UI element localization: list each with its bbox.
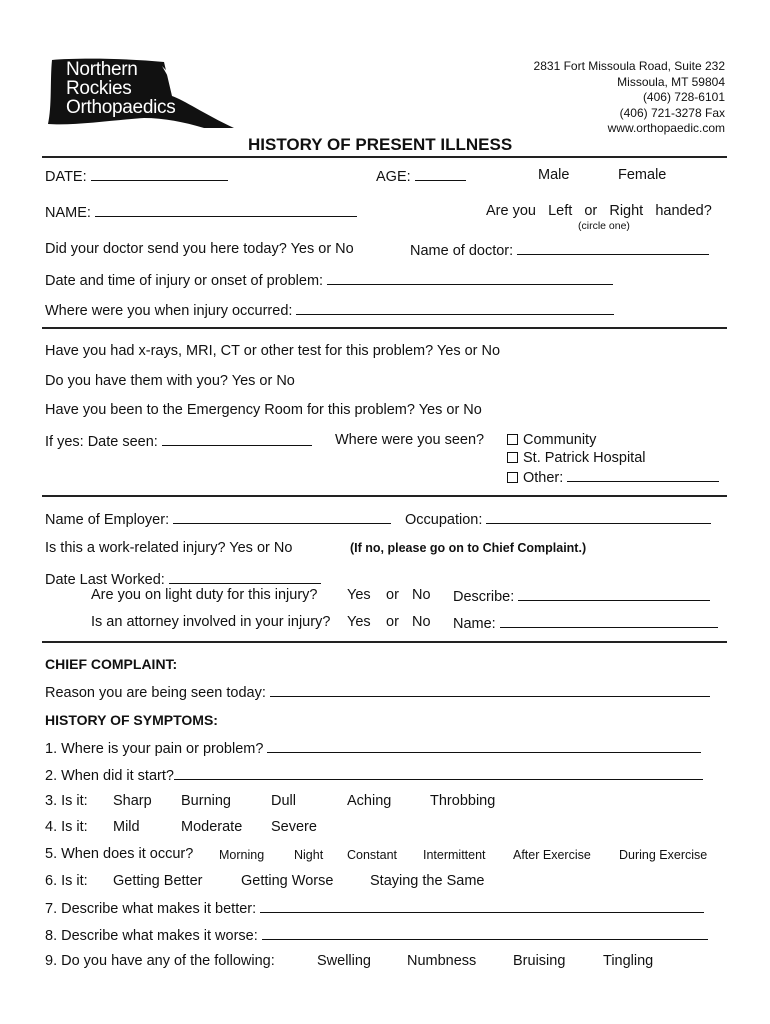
handed-or: or [584,203,598,219]
q5-label: 5. When does it occur? [45,846,194,862]
q9-option[interactable]: Bruising [513,953,566,969]
attorney-yes[interactable]: Yes [347,614,371,630]
describe-field[interactable] [518,587,710,601]
q5-option[interactable]: Night [294,848,324,862]
clinic-address [534,59,725,137]
female-option[interactable]: Female [618,167,667,183]
injury-date-row [45,271,613,289]
address-fax: (406) 721-3278 Fax [619,105,725,120]
q4-option[interactable]: Severe [271,819,317,835]
attorney-question: Is an attorney involved in your injury? [91,614,331,630]
handed-question: Are you [486,203,536,219]
date-last-worked-label: Date Last Worked: [45,572,165,588]
st-patrick-label: St. Patrick Hospital [523,450,646,466]
doctor-name-field[interactable] [517,241,709,255]
logo-line-1: Northern [66,59,138,80]
date-seen-field[interactable] [162,432,312,446]
reason-row [45,683,710,701]
employer-row [45,510,391,528]
q2-row [45,766,703,784]
page-title: HISTORY OF PRESENT ILLNESS [248,135,513,154]
logo [44,56,236,134]
q4-option[interactable]: Mild [113,819,140,835]
injury-location-label: Where were you when injury occurred: [45,303,293,319]
q5-option[interactable]: Intermittent [423,848,486,862]
q7-field[interactable] [260,899,704,913]
q5-option[interactable]: After Exercise [513,848,591,862]
q6-option[interactable]: Getting Better [113,873,203,889]
date-last-worked-field[interactable] [169,570,321,584]
er-question: Have you been to the Emergency Room for this problem? Yes or No [45,402,482,418]
handedness-row [486,203,712,219]
attorney-or: or [386,614,399,630]
have-tests-question: Do you have them with you? Yes or No [45,373,295,389]
male-option[interactable]: Male [538,167,570,183]
describe-row [453,587,710,605]
attorney-name-label: Name: [453,616,496,632]
doctor-name-row [410,241,709,259]
divider [42,495,727,497]
address-city: Missoula, MT 59804 [617,74,725,89]
light-duty-question: Are you on light duty for this injury? [91,587,318,603]
q7-label: 7. Describe what makes it better: [45,901,257,917]
q3-option[interactable]: Dull [271,793,296,809]
occupation-row [405,510,711,528]
employer-field[interactable] [173,510,391,524]
q9-label: 9. Do you have any of the following: [45,953,275,969]
address-web: www.orthopaedic.com [607,121,725,135]
reason-label: Reason you are being seen today: [45,685,266,701]
injury-date-field[interactable] [327,271,613,285]
light-duty-or: or [386,587,399,603]
where-seen-label: Where were you seen? [335,432,485,448]
divider [42,156,727,158]
address-street: 2831 Fort Missoula Road, Suite 232 [533,59,725,73]
q6-option[interactable]: Staying the Same [370,873,485,889]
checkbox-icon[interactable] [507,452,518,463]
other-label: Other: [523,470,564,486]
community-label: Community [523,432,597,448]
q5-option[interactable]: Constant [347,848,398,862]
community-checkbox-row[interactable] [507,432,596,448]
date-last-worked-row [45,570,321,588]
attorney-no[interactable]: No [412,614,431,630]
q4-option[interactable]: Moderate [181,819,243,835]
divider [42,327,727,329]
q7-row [45,899,704,917]
q1-field[interactable] [267,739,701,753]
address-phone: (406) 728-6101 [642,90,725,104]
q1-row [45,739,701,757]
q5-option[interactable]: During Exercise [619,848,708,862]
injury-date-label: Date and time of injury or onset of problem: [45,273,324,289]
describe-label: Describe: [453,589,515,605]
left-option[interactable]: Left [548,203,573,219]
q8-row [45,926,708,944]
q9-option[interactable]: Tingling [603,953,654,969]
q3-option[interactable]: Burning [181,793,231,809]
checkbox-icon[interactable] [507,472,518,483]
divider [42,641,727,643]
age-row [376,167,466,185]
attorney-name-field[interactable] [500,614,718,628]
checkbox-icon[interactable] [507,434,518,445]
q5-option[interactable]: Morning [219,848,265,862]
doctor-name-label: Name of doctor: [410,243,514,259]
chief-complaint-heading: CHIEF COMPLAINT: [45,656,178,672]
xray-question: Have you had x-rays, MRI, CT or other test for this problem? Yes or No [45,343,501,359]
right-option[interactable]: Right [609,203,644,219]
date-field[interactable] [91,167,228,181]
date-label: DATE: [45,169,87,185]
q3-option[interactable]: Aching [347,793,392,809]
q2-label: 2. When did it start? [45,768,174,784]
date-seen-row [45,432,312,450]
q9-option[interactable]: Numbness [407,953,477,969]
occupation-label: Occupation: [405,512,483,528]
q6-label: 6. Is it: [45,873,88,889]
name-label: NAME: [45,205,91,221]
occupation-field[interactable] [486,510,711,524]
light-duty-yes[interactable]: Yes [347,587,371,603]
q2-field[interactable] [174,766,703,780]
q8-field[interactable] [262,926,708,940]
work-related-question: Is this a work-related injury? Yes or No [45,540,293,556]
handed-label: handed? [655,203,712,219]
age-label: AGE: [376,169,411,185]
age-field[interactable] [415,167,466,181]
q9-option[interactable]: Swelling [317,953,371,969]
q3-option[interactable]: Sharp [113,793,152,809]
injury-location-row [45,301,614,319]
q6-option[interactable]: Getting Worse [241,873,334,889]
attorney-name-row [453,614,718,632]
other-field[interactable] [567,468,719,482]
other-checkbox-row[interactable] [507,468,719,486]
logo-line-2: Rockies [66,78,132,99]
doctor-send-question: Did your doctor send you here today? Yes or No [45,241,354,257]
name-field[interactable] [95,203,357,217]
employer-label: Name of Employer: [45,512,170,528]
q1-label: 1. Where is your pain or problem? [45,741,264,757]
date-row [45,167,228,185]
circle-one-note: (circle one) [578,220,630,232]
logo-line-3: Orthopaedics [66,97,176,118]
light-duty-no[interactable]: No [412,587,431,603]
reason-field[interactable] [270,683,710,697]
q3-label: 3. Is it: [45,793,88,809]
injury-location-field[interactable] [296,301,614,315]
work-related-note: (If no, please go on to Chief Complaint.) [350,541,587,555]
st-patrick-checkbox-row[interactable] [507,450,646,466]
date-seen-label: If yes: Date seen: [45,434,158,450]
name-row [45,203,357,221]
q3-option[interactable]: Throbbing [430,793,496,809]
q8-label: 8. Describe what makes it worse: [45,928,258,944]
history-symptoms-heading: HISTORY OF SYMPTOMS: [45,712,218,728]
q4-label: 4. Is it: [45,819,88,835]
